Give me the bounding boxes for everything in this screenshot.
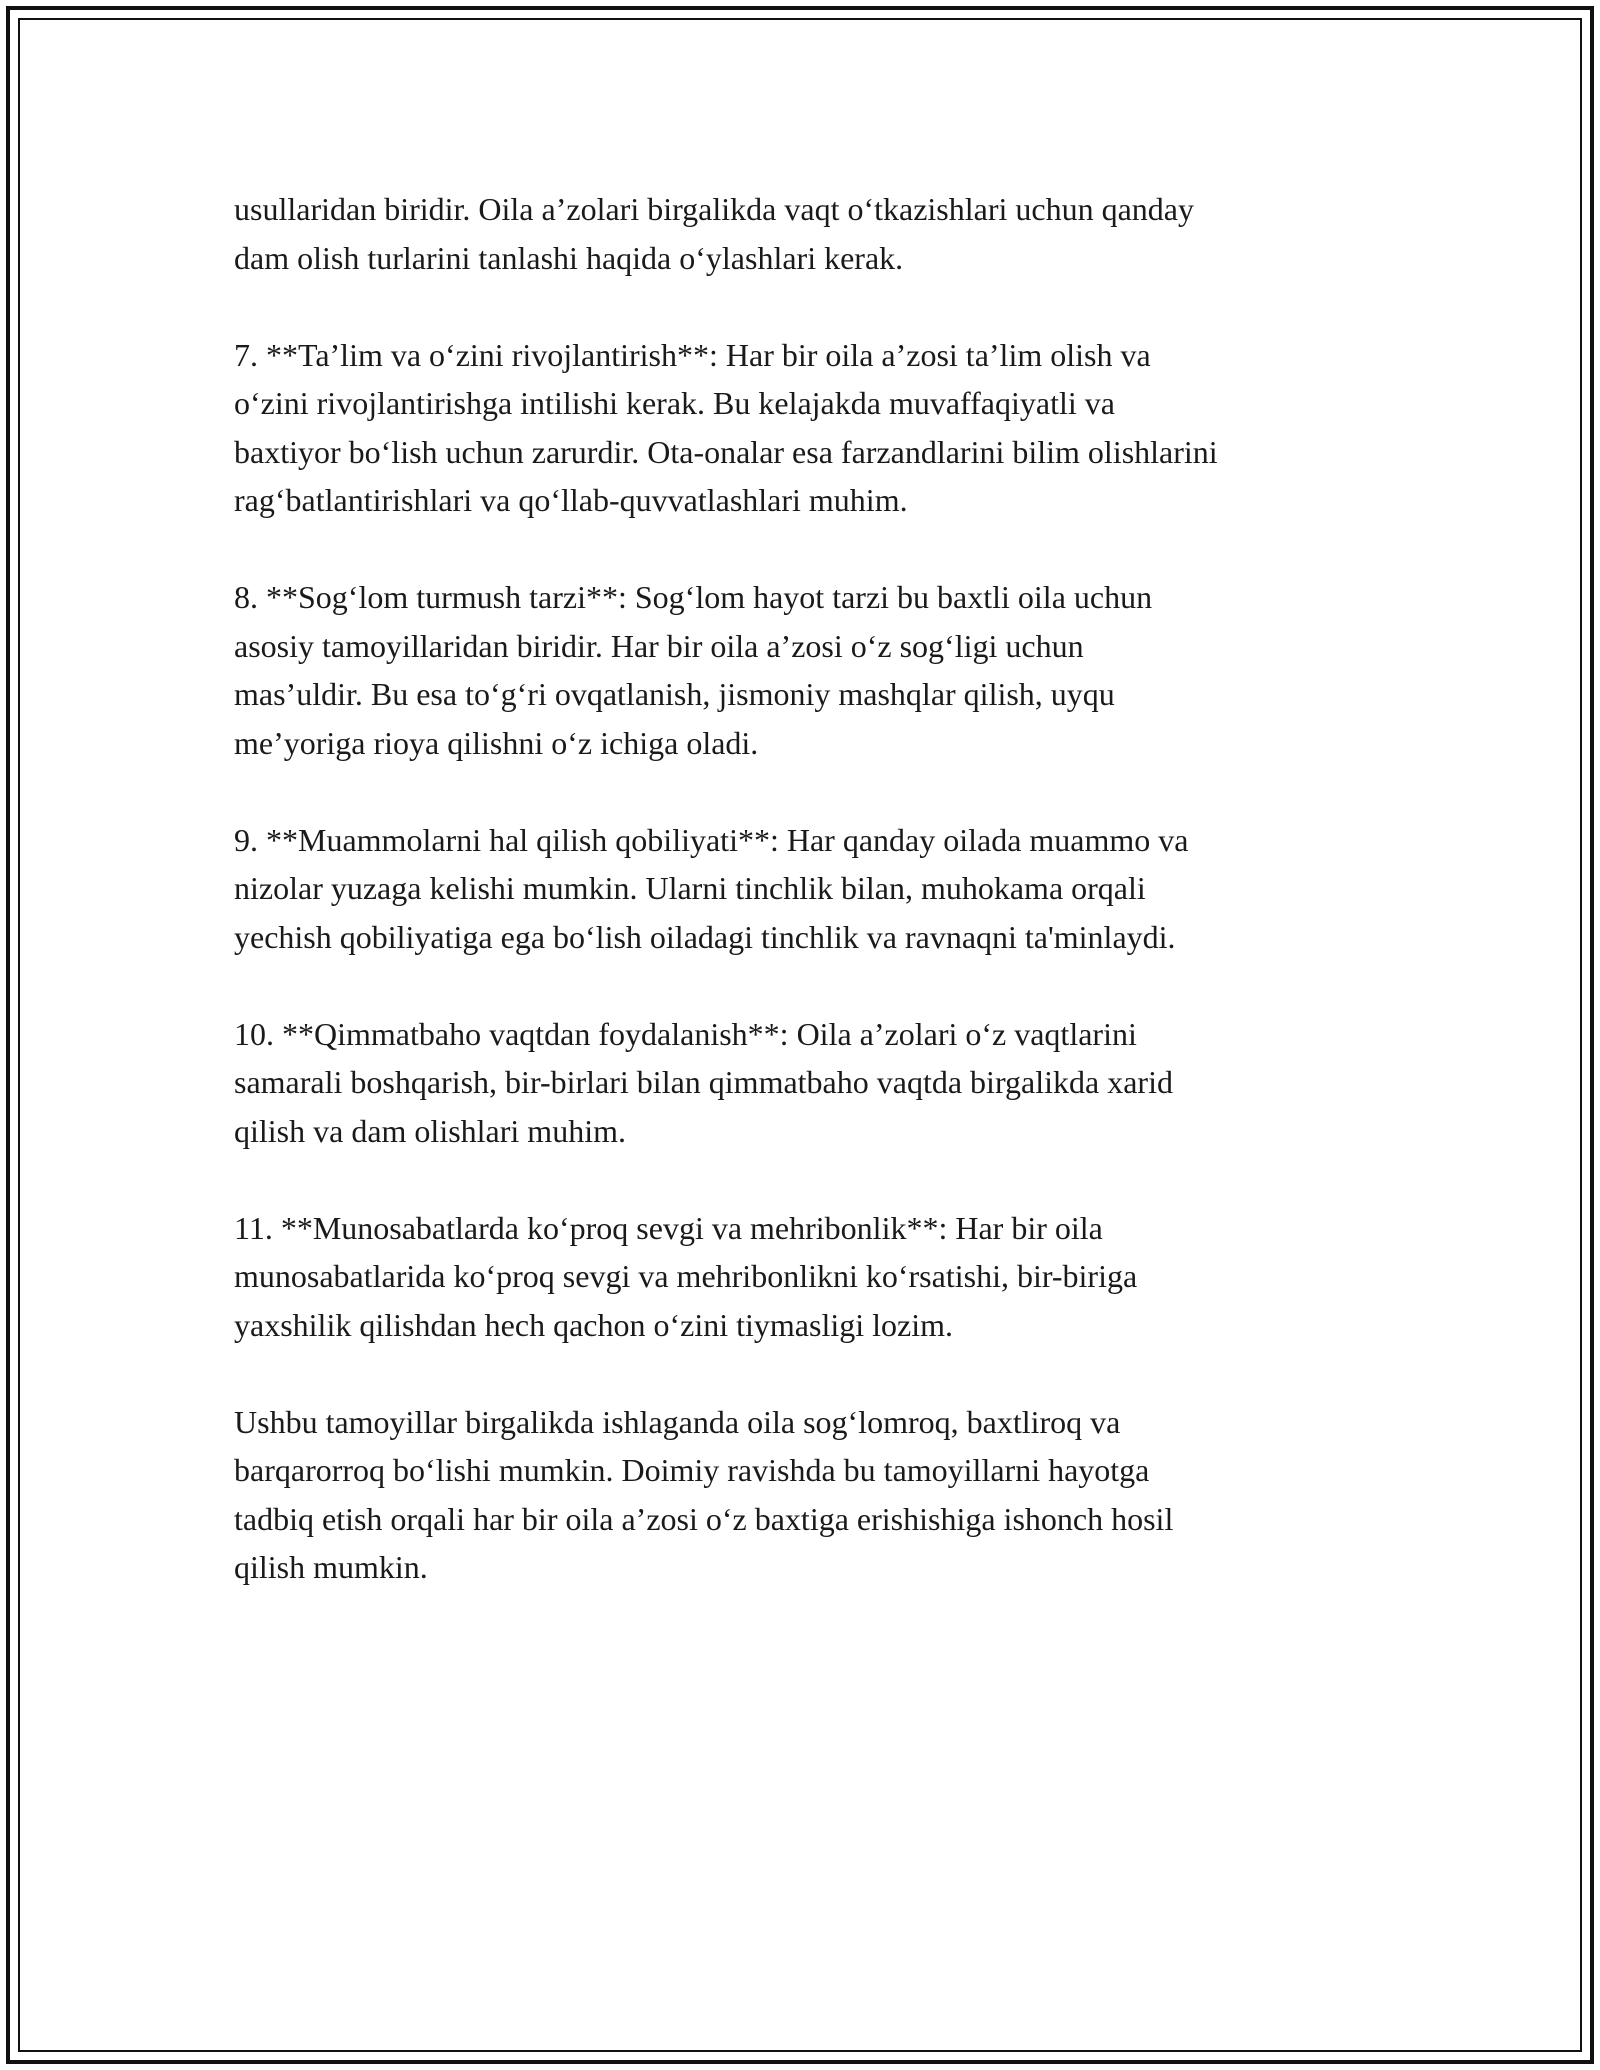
paragraph-item-9 bbox=[234, 816, 1374, 962]
text-line: qilish mumkin. bbox=[234, 1549, 428, 1585]
text-line: qilish va dam olishlari muhim. bbox=[234, 1112, 626, 1149]
text-line: mas’uldir. Bu esa to‘g‘ri ovqatlanish, jismoniy mashqlar qilish, uyqu bbox=[234, 676, 1115, 712]
text-line: samarali boshqarish, bir-birlari bilan qimmatbaho vaqtda birgalikda xarid bbox=[234, 1064, 1173, 1100]
text-line: nizolar yuzaga kelishi mumkin. Ularni tinchlik bilan, muhokama orqali bbox=[234, 870, 1146, 906]
paragraph-item-7 bbox=[234, 331, 1374, 525]
text-line: usullaridan biridir. Oila a’zolari birgalikda vaqt o‘tkazishlari uchun qanday bbox=[234, 191, 1194, 227]
paragraph-conclusion bbox=[234, 1398, 1374, 1592]
paragraph-item-8 bbox=[234, 573, 1374, 767]
text-line: 9. **Muammolarni hal qilish qobiliyati**: Har qanday oilada muammo va bbox=[234, 821, 1189, 858]
text-line: yaxshilik qilishdan hech qachon o‘zini tiymasligi lozim. bbox=[234, 1306, 953, 1343]
text-line: dam olish turlarini tanlashi haqida o‘ylashlari kerak. bbox=[234, 239, 904, 276]
text-line: Ushbu tamoyillar birgalikda ishlaganda oila sog‘lomroq, baxtliroq va bbox=[234, 1403, 1121, 1440]
text-line: asosiy tamoyillaridan biridir. Har bir oila a’zosi o‘z sog‘ligi uchun bbox=[234, 627, 1084, 664]
text-line: 8. **Sog‘lom turmush tarzi**: Sog‘lom hayot tarzi bu baxtli oila uchun bbox=[234, 579, 1153, 615]
text-line: 11. **Munosabatlarda ko‘proq sevgi va mehribonlik**: Har bir oila bbox=[234, 1209, 1103, 1246]
document-body bbox=[234, 185, 1374, 1640]
text-line: me’yoriga rioya qilishni o‘z ichiga oladi. bbox=[234, 724, 759, 761]
paragraph-item-11 bbox=[234, 1204, 1374, 1350]
text-line: 7. **Ta’lim va o‘zini rivojlantirish**: Har bir oila a’zosi ta’lim olish va bbox=[234, 336, 1151, 373]
paragraph-item-10 bbox=[234, 1010, 1374, 1156]
text-line: tadbiq etish orqali har bir oila a’zosi o‘z baxtiga erishishiga ishonch hosil bbox=[234, 1500, 1174, 1537]
text-line: munosabatlarida ko‘proq sevgi va mehribonlikni ko‘rsatishi, bir-biriga bbox=[234, 1258, 1138, 1294]
text-line: baxtiyor bo‘lish uchun zarurdir. Ota-onalar esa farzandlarini bilim olishlarini bbox=[234, 433, 1218, 470]
text-line: barqarorroq bo‘lishi mumkin. Doimiy ravishda bu tamoyillarni hayotga bbox=[234, 1452, 1150, 1488]
text-line: 10. **Qimmatbaho vaqtdan foydalanish**: Oila a’zolari o‘z vaqtlarini bbox=[234, 1015, 1137, 1052]
text-line: o‘zini rivojlantirishga intilishi kerak. Bu kelajakda muvaffaqiyatli va bbox=[234, 385, 1115, 421]
text-line: yechish qobiliyatiga ega bo‘lish oiladagi tinchlik va ravnaqni ta'minlaydi. bbox=[234, 918, 1176, 955]
text-line: rag‘batlantirishlari va qo‘llab-quvvatlashlari muhim. bbox=[234, 482, 908, 518]
paragraph-intro-continuation bbox=[234, 185, 1374, 282]
